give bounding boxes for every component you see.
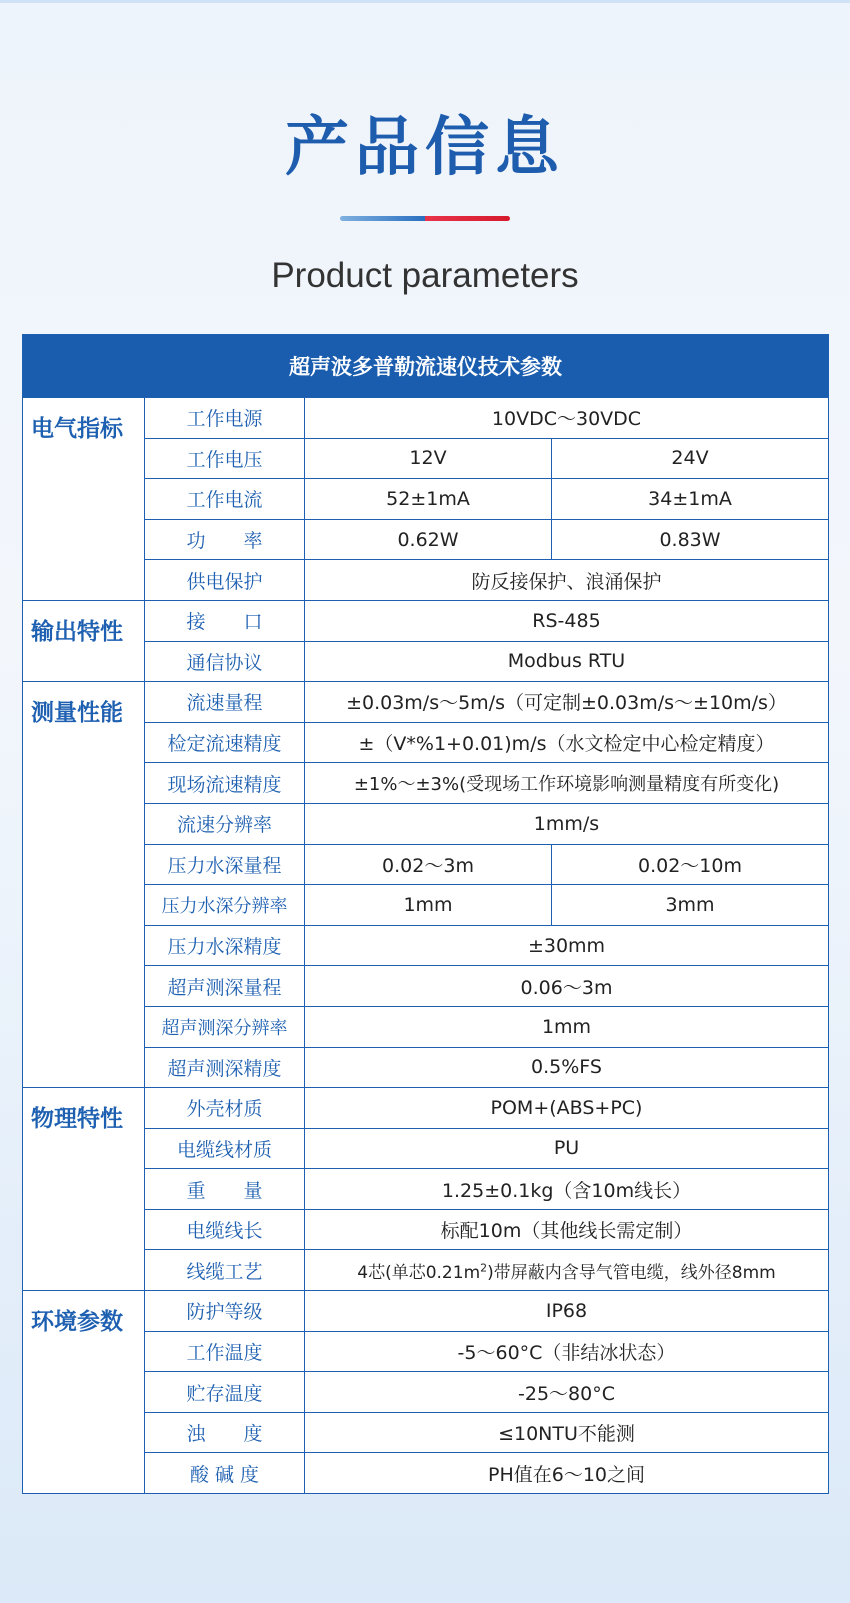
page-subtitle: Product parameters <box>271 256 579 295</box>
param-label: 电缆线材质 <box>145 1128 305 1169</box>
param-value: 0.5%FS <box>305 1047 829 1088</box>
param-label: 现场流速精度 <box>145 763 305 804</box>
param-value: 34±1mA <box>552 479 829 520</box>
param-label: 压力水深量程 <box>145 844 305 885</box>
param-label: 工作电流 <box>145 479 305 520</box>
table-row <box>23 398 829 439</box>
param-label: 检定流速精度 <box>145 722 305 763</box>
param-value: ≤10NTU不能测 <box>305 1412 829 1453</box>
table-row <box>23 1291 829 1332</box>
param-value: 防反接保护、浪涌保护 <box>305 560 829 601</box>
param-value: -5～60°C（非结冰状态） <box>305 1331 829 1372</box>
param-label: 工作电源 <box>145 398 305 439</box>
cable-process-part-b: )带屏蔽内含导气管电缆，线外径8mm <box>487 1262 776 1283</box>
param-value: ±1%～±3%(受现场工作环境影响测量精度有所变化) <box>305 763 829 804</box>
group-environment: 环境参数 <box>23 1291 145 1494</box>
param-value: Modbus RTU <box>305 641 829 682</box>
param-value: 0.02～10m <box>552 844 829 885</box>
param-value: POM+(ABS+PC) <box>305 1088 829 1129</box>
param-label: 防护等级 <box>145 1291 305 1332</box>
param-value <box>305 1250 829 1291</box>
param-value: 0.62W <box>305 519 552 560</box>
table-row <box>23 1088 829 1129</box>
param-value: IP68 <box>305 1291 829 1332</box>
param-label: 供电保护 <box>145 560 305 601</box>
param-label: 工作温度 <box>145 1331 305 1372</box>
param-label: 超声测深精度 <box>145 1047 305 1088</box>
cable-process-part-a: 4芯(单芯0.21m <box>357 1262 481 1283</box>
group-measurement: 测量性能 <box>23 682 145 1088</box>
param-label: 流速量程 <box>145 682 305 723</box>
param-label: 电缆线长 <box>145 1209 305 1250</box>
param-label: 酸 碱 度 <box>145 1453 305 1494</box>
param-value: 0.83W <box>552 519 829 560</box>
param-label: 线缆工艺 <box>145 1250 305 1291</box>
table-header: 超声波多普勒流速仪技术参数 <box>23 335 829 398</box>
param-value: 1mm/s <box>305 803 829 844</box>
param-value: 3mm <box>552 885 829 926</box>
param-value: 0.06～3m <box>305 966 829 1007</box>
param-value: 标配10m（其他线长需定制） <box>305 1209 829 1250</box>
param-value: 10VDC～30VDC <box>305 398 829 439</box>
param-label: 流速分辨率 <box>145 803 305 844</box>
group-physical: 物理特性 <box>23 1088 145 1291</box>
param-label: 工作电压 <box>145 438 305 479</box>
param-label: 压力水深分辨率 <box>145 885 305 926</box>
table-header-row <box>23 335 829 398</box>
param-value: 52±1mA <box>305 479 552 520</box>
group-output: 输出特性 <box>23 600 145 681</box>
param-value: 1mm <box>305 885 552 926</box>
cable-process-superscript: 2 <box>480 1261 488 1275</box>
title-divider <box>340 216 510 221</box>
table-row <box>23 600 829 641</box>
param-value: 12V <box>305 438 552 479</box>
param-label: 超声测深分辨率 <box>145 1006 305 1047</box>
spec-table <box>22 334 829 1494</box>
param-label: 重 量 <box>145 1169 305 1210</box>
param-value: 24V <box>552 438 829 479</box>
group-electrical: 电气指标 <box>23 398 145 601</box>
param-label: 贮存温度 <box>145 1372 305 1413</box>
page-title: 产品信息 <box>285 111 565 185</box>
param-value: -25～80°C <box>305 1372 829 1413</box>
param-value: RS-485 <box>305 600 829 641</box>
param-label: 外壳材质 <box>145 1088 305 1129</box>
param-value: PU <box>305 1128 829 1169</box>
param-value: 0.02～3m <box>305 844 552 885</box>
param-label: 超声测深量程 <box>145 966 305 1007</box>
param-label: 通信协议 <box>145 641 305 682</box>
param-value: 1.25±0.1kg（含10m线长） <box>305 1169 829 1210</box>
param-value: ±0.03m/s～5m/s（可定制±0.03m/s～±10m/s） <box>305 682 829 723</box>
top-border <box>0 0 850 3</box>
param-value: 1mm <box>305 1006 829 1047</box>
param-value: PH值在6～10之间 <box>305 1453 829 1494</box>
param-value: ±30mm <box>305 925 829 966</box>
table-row <box>23 682 829 723</box>
param-label: 接 口 <box>145 600 305 641</box>
param-label: 功 率 <box>145 519 305 560</box>
param-label: 压力水深精度 <box>145 925 305 966</box>
param-label: 浊 度 <box>145 1412 305 1453</box>
param-value: ±（V*%1+0.01)m/s（水文检定中心检定精度） <box>305 722 829 763</box>
